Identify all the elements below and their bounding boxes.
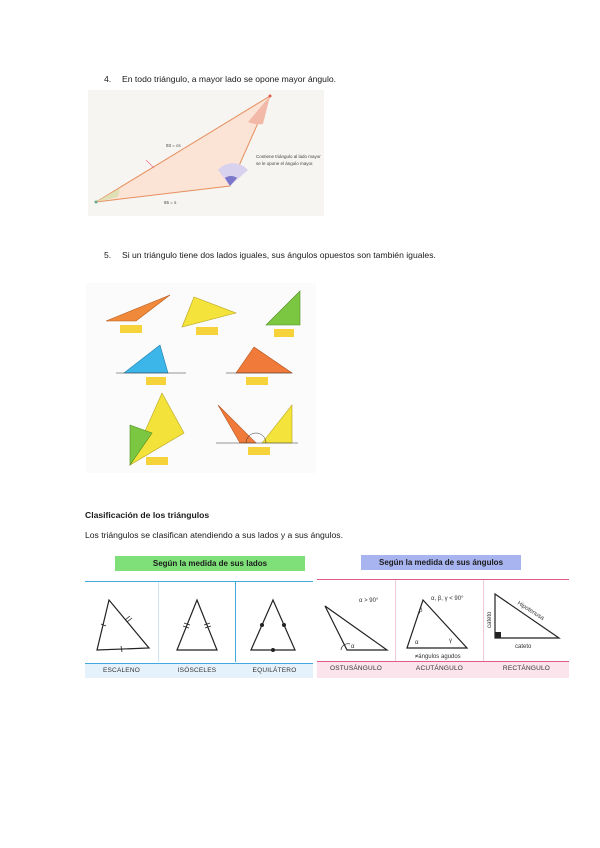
tick-mark bbox=[146, 160, 154, 168]
tick-mark bbox=[121, 646, 122, 652]
note-line-1: Contiene triángulo al lado mayor bbox=[256, 154, 321, 159]
item-text: Si un triángulo tiene dos lados iguales, sus ángulos opuestos son también iguales. bbox=[122, 250, 436, 260]
label-acutangulo: ACUTÁNGULO bbox=[415, 665, 464, 672]
tick-mark bbox=[127, 618, 132, 622]
triangle-angle-diagram bbox=[88, 90, 324, 216]
angle-label-box bbox=[120, 325, 142, 333]
blue-triangle bbox=[124, 345, 168, 373]
orange-triangle bbox=[106, 295, 170, 321]
item-text: En todo triángulo, a mayor lado se opone mayor ángulo. bbox=[122, 74, 337, 84]
isosceles-examples-collage bbox=[86, 283, 316, 473]
right-angle-mark bbox=[495, 632, 501, 638]
equilateral-triangle bbox=[251, 600, 295, 650]
isosceles-examples-figure bbox=[86, 283, 316, 473]
sides-header: Según la medida de sus lados bbox=[115, 556, 305, 571]
alpha-label: α bbox=[415, 640, 419, 646]
angle-label-box bbox=[196, 327, 218, 335]
label-isosceles: ISÓSCELES bbox=[177, 667, 217, 674]
isosceles-triangle bbox=[177, 600, 217, 650]
section-intro: Los triángulos se clasifican atendiendo a sus lados y a sus ángulos. bbox=[85, 530, 343, 540]
angle-label-box bbox=[146, 377, 166, 385]
tick-mark bbox=[125, 616, 130, 620]
orange-triangle bbox=[236, 347, 292, 373]
triangle-types-diagram bbox=[85, 580, 570, 664]
label-escaleno: ESCALENO bbox=[102, 667, 140, 674]
equal-side-mark bbox=[282, 623, 286, 627]
label-obtusangulo: OSTUSÁNGULO bbox=[329, 665, 383, 672]
vertex-dot bbox=[269, 95, 272, 98]
yellow-triangle bbox=[262, 405, 292, 443]
orange-triangle bbox=[218, 405, 256, 443]
gamma-label: γ bbox=[449, 638, 452, 644]
right-triangle bbox=[495, 594, 559, 638]
vertex-dot bbox=[95, 201, 98, 204]
side-label-top: 93 = cs bbox=[166, 143, 181, 148]
equal-side-mark bbox=[271, 648, 275, 652]
acute-label: α, β, γ < 90° bbox=[431, 596, 464, 602]
leg-horizontal-label: cateto bbox=[515, 644, 532, 650]
section-heading: Clasificación de los triángulos bbox=[85, 510, 210, 520]
classification-figure bbox=[85, 550, 570, 682]
angle-label-box bbox=[248, 447, 270, 455]
green-triangle bbox=[266, 291, 300, 325]
leg-vertical-label: cateto bbox=[487, 611, 493, 628]
hypotenuse-label: Hipotenusa bbox=[515, 600, 545, 622]
list-item-5 bbox=[104, 250, 436, 260]
list-item-4 bbox=[104, 74, 336, 84]
angle-label-box bbox=[274, 329, 294, 337]
item-number: 5. bbox=[104, 250, 112, 260]
label-rectangulo: RECTÁNGULO bbox=[502, 665, 551, 672]
beta-label: β bbox=[419, 608, 423, 614]
yellow-triangle bbox=[182, 297, 236, 327]
side-label-bottom: 65 = s bbox=[164, 200, 177, 205]
angle-label-box bbox=[146, 457, 168, 465]
angles-header: Según la medida de sus ángulos bbox=[361, 555, 521, 570]
orange-triangle bbox=[96, 96, 270, 202]
acute-note: ≠ángulos agudos bbox=[415, 654, 461, 660]
obtuse-triangle bbox=[325, 606, 387, 650]
equal-side-mark bbox=[260, 623, 264, 627]
obtuse-label: α > 90° bbox=[359, 598, 379, 604]
scalene-triangle bbox=[97, 600, 149, 650]
triangle-angle-figure bbox=[88, 90, 324, 216]
alpha-label: α bbox=[351, 644, 355, 650]
note-line-2: se le opone el ángulo mayor. bbox=[256, 161, 314, 166]
label-equilatero: EQUILÁTERO bbox=[252, 667, 297, 674]
angle-label-box bbox=[246, 377, 268, 385]
item-number: 4. bbox=[104, 74, 112, 84]
